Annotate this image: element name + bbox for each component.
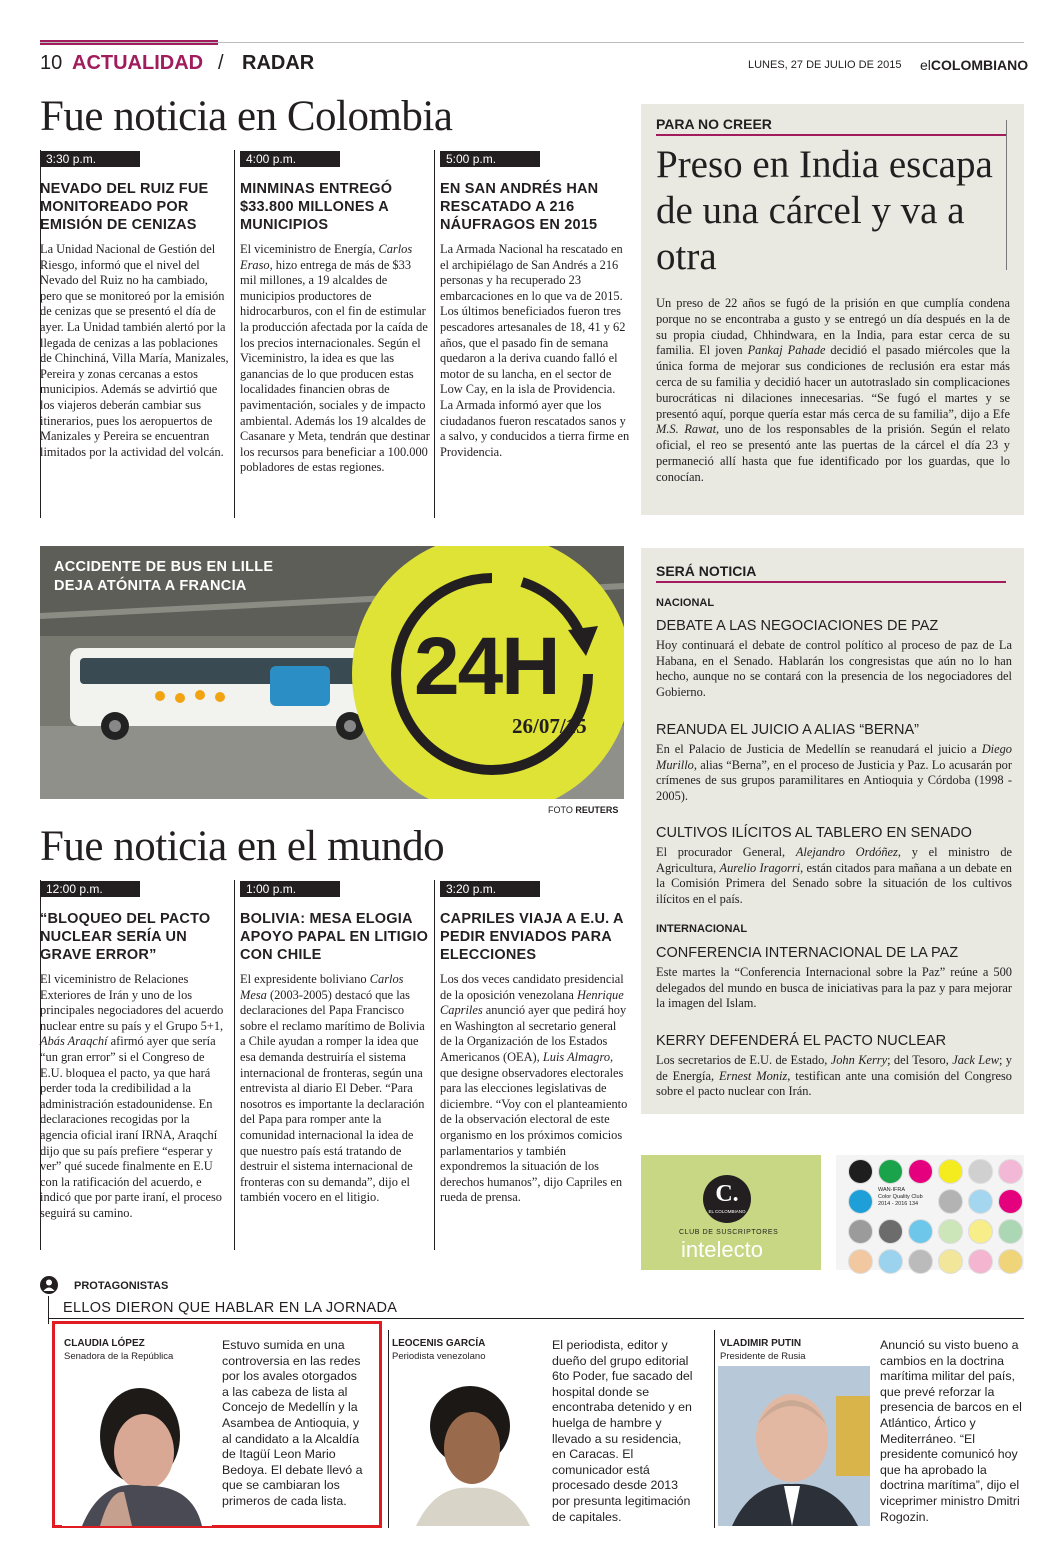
mundo-section-title: Fue noticia en el mundo — [40, 823, 445, 870]
para-no-creer-body: Un preso de 22 años se fugó de la prisión en que cumplía condena porque no se encontraba a gusto y se entregó un día después en la de su propia ciudad, Chhindwara, en la India, para estar cerca de su familia. El joven Pankaj Pahade decidió el pasado miércoles que la única forma de mejorar sus condiciones de reclusión era estar más cerca de su familia y decidió hacer un autotraslado sin complicaciones burocráticas ni dilaciones innecesarias. “Se fugó el martes y se presentó aquí, porque quería estar más cerca de su familia”, dijo a Efe M.S. Rawat, uno de los responsables de la prisión. Según el relato oficial, el reo se presentó ante las puertas de la cárcel el día 23 y permaneció allí hasta que fue identificado por los guardas, que lo conocían. — [656, 296, 1010, 484]
color-swatch — [998, 1189, 1023, 1214]
issue-date: LUNES, 27 DE JULIO DE 2015 — [748, 59, 902, 71]
story-headline: MINMINAS ENTREGÓ $33.800 MILLONES A MUNICIPIOS — [240, 181, 393, 233]
para-no-creer-tag: PARA NO CREER — [656, 116, 772, 132]
story-headline: CAPRILES VIAJA A E.U. A PEDIR ENVIADOS PARA ELECCIONES — [440, 911, 624, 963]
24h-badge — [352, 546, 624, 799]
time-badge: 12:00 p.m. — [40, 881, 140, 897]
el-colombiano-logo: C. EL COLOMBIANO — [703, 1175, 751, 1223]
color-swatch — [938, 1219, 963, 1244]
protagonistas-tag: PROTAGONISTAS — [74, 1280, 169, 1292]
protagonistas-title: ELLOS DIERON QUE HABLAR EN LA JORNADA — [63, 1300, 398, 1316]
color-swatch — [908, 1219, 933, 1244]
story-body: El expresidente boliviano Carlos Mesa (2003-2005) destacó que las declaraciones del Papa Francisco sobre el reclamo marítimo de Bolivia a Chile ayudan a romper la idea que esa demanda destruiría el sistema internacional de fronteras, según una entrevista al diario El Deber. “Para nosotros es importante la declaración del Papa para romper ante la comunidad internacional la idea de que nuestro país está tratando de destruir el sistema internacional de fronteras con su demanda”, dijo el también vocero en el litigio. — [240, 972, 425, 1205]
24h-date: 26/07/15 — [512, 714, 587, 738]
club-intelecto-ad[interactable] — [641, 1155, 821, 1270]
mundo-story-1 — [40, 880, 230, 1222]
agenda-body: Este martes la “Conferencia Internacional sobre la Paz” reúne a 500 delegados del mundo en busca de iniciativas para la paz y para mejorar la imagen del Islam. — [656, 965, 1012, 1011]
colombia-story-2 — [240, 150, 430, 476]
time-badge: 3:30 p.m. — [40, 151, 140, 167]
protagonistas-rule — [48, 1296, 49, 1324]
agenda-body: El procurador General, Alejandro Ordóñez, y el ministro de Agricultura, Aurelio Iragorri, están citados para mañana a un debate en la Comisión Primera del Senado sobre la situación de los cultivos ilícitos en el país. — [656, 845, 1013, 906]
column-rule — [234, 880, 235, 1250]
color-swatch — [998, 1219, 1023, 1244]
color-swatch — [968, 1249, 993, 1274]
color-swatch — [968, 1219, 993, 1244]
story-headline: NEVADO DEL RUIZ FUE MONITOREADO POR EMISIÓN DE CENIZAS — [40, 181, 209, 233]
person-role: Periodista venezolano — [392, 1351, 486, 1362]
column-rule — [434, 150, 435, 518]
story-body: La Armada Nacional ha rescatado en el archipiélago de San Andrés a 216 personas y ha recuperado 23 embarcaciones en lo que va de 2015. Los últimos beneficiados fueron tres pescadores artesanales de 18, 41 y 62 años, que el pasado fin de semana quedaron a la deriva cuando falló el motor de su lancha, en el sector de Low Cay, en la isla de Providencia. La Armada informó ayer que los ciudadanos fueron rescatados sanos y a salvo, y conducidos a tierra firme en Providencia. — [440, 242, 630, 459]
person-description: Estuvo sumida en una controversia en las redes por los avales otorgados a las cabeza de lista al Concejo de Medellín y la Asambea de Antioquia, y al candidato a la Alcaldía de Itagüí Leon Mario Bedoya. El debate llevó a que se cambiaran los primeros de cada lista. — [222, 1338, 363, 1508]
color-swatch — [878, 1159, 903, 1184]
color-swatch — [848, 1249, 873, 1274]
time-badge: 5:00 p.m. — [440, 151, 540, 167]
section-name: ACTUALIDAD — [72, 52, 204, 74]
person-role: Senadora de la República — [64, 1351, 174, 1362]
person-name: CLAUDIA LÓPEZ — [64, 1338, 145, 1349]
color-swatch — [998, 1159, 1023, 1184]
mundo-story-3 — [440, 880, 630, 1206]
story-body: Los dos veces candidato presidencial de la oposición venezolana Henrique Capriles anunció ayer que pedirá hoy en Washington al secretario general de la Organización de los Estados Americanos (OEA), Luis Almagro, que designe observadores electorales para las elecciones legislativas de diciembre. “Voy con el planteamiento de la observación electoral de este organismo en los próximos comicios parlamentarios y también expondremos la situación de los derechos humanos”, dijo Capriles en rueda de prensa. — [440, 972, 628, 1205]
color-swatch — [908, 1159, 933, 1184]
intelecto-brand: intelecto — [681, 1237, 763, 1262]
colombia-story-3 — [440, 150, 630, 460]
para-no-creer-title: Preso en India escapa de una cárcel y va a otra — [656, 143, 993, 278]
photo-caption: ACCIDENTE DE BUS EN LILLE DEJA ATÓNITA A FRANCIA — [54, 559, 274, 594]
time-badge: 1:00 p.m. — [240, 881, 340, 897]
agenda-headline: DEBATE A LAS NEGOCIACIONES DE PAZ — [656, 618, 939, 634]
agenda-headline: CONFERENCIA INTERNACIONAL DE LA PAZ — [656, 945, 959, 961]
person-icon — [40, 1276, 58, 1294]
agenda-headline: REANUDA EL JUICIO A ALIAS “BERNA” — [656, 722, 919, 738]
person-role: Presidente de Rusia — [720, 1351, 806, 1362]
story-body: La Unidad Nacional de Gestión del Riesgo, informó que el nivel del Nevado del Ruiz no ha cambiado, pero que se monitoreó por la emisión de cenizas que se presentó el día de ayer. La Unidad también alertó por la llegada de cenizas a las poblaciones de Chinchiná, Villa María, Manizales, Pereira y zonas cercanas a estos municipios. Además se advirtió que los viajeros deberán cambiar sus itinerarios, pues los aeropuertos de Manizales y Pereira se encuentran limitados por la actividad del volcán. — [40, 242, 229, 459]
quality-label: WAN-IFRA Color Quality Club 2014 - 2016 134 — [878, 1187, 923, 1207]
vladimir-putin-photo — [718, 1366, 870, 1526]
agenda-body: En el Palacio de Justicia de Medellín se reanudará el juicio a Diego Murillo, alias “Berna”, en el proceso de Justicia y Paz. Lo acusarán por crímenes de sus grupos paramilitares en Antioquia y Córdoba (1998 - 2005). — [656, 742, 1012, 803]
color-swatch — [878, 1219, 903, 1244]
color-swatch — [938, 1189, 963, 1214]
newspaper-brand: elCOLOMBIANO — [920, 57, 1029, 73]
column-rule — [434, 880, 435, 1250]
person-name: VLADIMIR PUTIN — [720, 1338, 802, 1349]
story-headline: “BLOQUEO DEL PACTO NUCLEAR SERÍA UN GRAVE ERROR” — [40, 911, 211, 963]
section-slash: / — [218, 52, 224, 74]
person-description: Anunció su visto bueno a cambios en la doctrina marítima militar del país, que prevé reforzar la presencia de barcos en el Atlántico, Ártico y Mediterráneo. “El presidente comunicó hoy que ha aprobado la doctrina marítima”, dijo el viceprimer ministro Dmitri Rogozin. — [880, 1338, 1022, 1524]
colombia-story-1 — [40, 150, 230, 460]
column-rule — [388, 1330, 389, 1528]
color-swatch — [938, 1249, 963, 1274]
page-number: 10 — [40, 52, 63, 74]
color-swatch — [908, 1249, 933, 1274]
color-swatch — [848, 1159, 873, 1184]
claudia-lopez-photo — [62, 1366, 212, 1526]
agenda-headline: CULTIVOS ILÍCITOS AL TABLERO EN SENADO — [656, 825, 972, 841]
agenda-body: Hoy continuará el debate de control político al proceso de paz de La Habana, en el Senado. Hablarán los congresistas que aún no lo han hecho, aunque no se contará con la presencia de los negociadores del Gobierno. — [656, 638, 1012, 699]
color-swatch — [848, 1219, 873, 1244]
24h-label: 24H — [414, 621, 559, 712]
person-name: LEOCENIS GARCÍA — [392, 1338, 486, 1349]
column-rule — [714, 1330, 715, 1528]
color-quality-chart — [836, 1155, 1024, 1270]
tag-underline — [656, 134, 1006, 136]
story-headline: EN SAN ANDRÉS HAN RESCATADO A 216 NÁUFRAGOS EN 2015 — [440, 181, 599, 233]
subsection-name: RADAR — [242, 52, 315, 74]
color-swatch — [848, 1189, 873, 1214]
colombia-section-title: Fue noticia en Colombia — [40, 93, 453, 140]
person-description: El periodista, editor y dueño del grupo editorial 6to Poder, fue sacado del hospital donde se encontraba detenido y en huelga de hambre y llevado a su residencia, en Caracas. El comunicador está procesado desde 2013 por presunta legitimación de capitales. — [552, 1338, 693, 1524]
color-swatch — [968, 1189, 993, 1214]
box-rule — [1006, 120, 1007, 270]
leocenis-garcia-photo — [392, 1366, 542, 1526]
bus-accident-photo — [40, 546, 624, 799]
sera-noticia-tag: SERÁ NOTICIA — [656, 563, 757, 579]
color-swatch — [968, 1159, 993, 1184]
mundo-story-2 — [240, 880, 430, 1206]
story-headline: BOLIVIA: MESA ELOGIA APOYO PAPAL EN LITIGIO CON CHILE — [240, 911, 429, 963]
internacional-label: INTERNACIONAL — [656, 923, 748, 935]
agenda-headline: KERRY DEFENDERÁ EL PACTO NUCLEAR — [656, 1033, 947, 1049]
club-label: CLUB DE SUSCRIPTORES — [679, 1229, 779, 1236]
tag-underline — [656, 581, 1006, 583]
time-badge: 4:00 p.m. — [240, 151, 340, 167]
story-body: El viceministro de Energía, Carlos Eraso, hizo entrega de más de $33 mil millones, a 19 alcaldes de municipios productores de hidrocarburos, con el fin de estimular la producción afectada por la caída de los precios internacionales. Según el Viceministro, la idea es que las ganancias de lo que producen estas localidades financien obras de pavimentación, sociales y de impacto ambiental. Además los 19 alcaldes de Casanare y Meta, tendrán que destinar los recursos para beneficiar a 100.000 pobladores de estas regiones. — [240, 242, 430, 475]
photo-credit: FOTO REUTERS — [548, 805, 619, 815]
header-rule — [40, 42, 1024, 43]
story-body: El viceministro de Relaciones Exteriores de Irán y uno de los principales negociadores del acuerdo nuclear entre su país y el Grupo 5+1, Abás Araqchí afirmó ayer que sería “un gran error” si el Congreso de E.U. bloquea el pacto, ya que hará perder toda la credibilidad a la administración estadounidense. En declaraciones recogidas por la agencia oficial iraní IRNA, Araqchí dijo que su país prefiere “esperar y ver” qué sucede finalmente en E.U con la ratificación del acuerdo, e indicó que por parte iraní, el proceso seguirá su camino. — [40, 972, 224, 1220]
color-swatch — [938, 1159, 963, 1184]
agenda-body: Los secretarios de E.U. de Estado, John Kerry; del Tesoro, Jack Lew; y de Energía, Ernest Moniz, testifican ante una comisión del Congreso sobre el pacto nuclear con Irán. — [656, 1053, 1013, 1099]
color-swatch — [998, 1249, 1023, 1274]
time-badge: 3:20 p.m. — [440, 881, 540, 897]
nacional-label: NACIONAL — [656, 597, 715, 609]
column-rule — [234, 150, 235, 518]
color-swatch — [878, 1249, 903, 1274]
protagonistas-rule — [48, 1318, 1024, 1319]
